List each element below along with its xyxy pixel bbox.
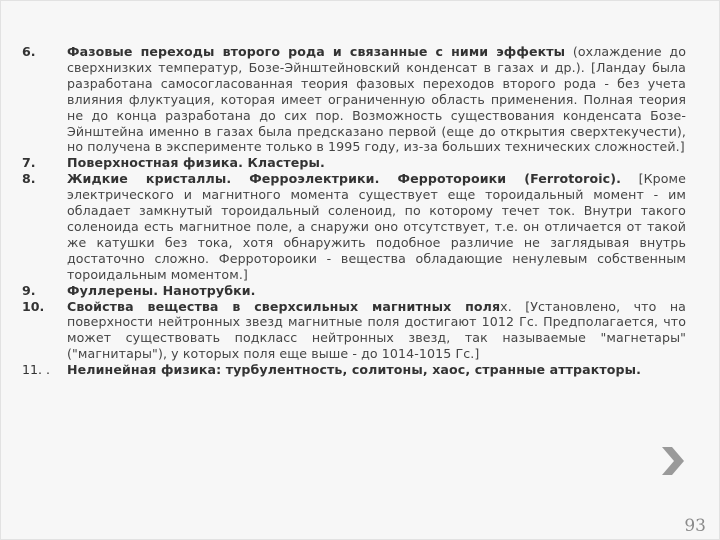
item-number: 11. . — [22, 362, 51, 378]
list-item — [22, 283, 686, 299]
item-text — [67, 283, 686, 299]
item-heading: Фазовые переходы второго рода и связанные с ними эффекты — [67, 44, 566, 59]
item-heading: Поверхностная физика. Кластеры. — [67, 155, 325, 171]
item-heading: Нелинейная физика: турбулентность, солитоны, хаос, странные аттракторы. — [67, 362, 642, 378]
list-item — [22, 44, 686, 155]
page-number: 93 — [684, 516, 706, 536]
item-heading: Свойства вещества в сверхсильных магнитных поля — [67, 298, 501, 314]
item-text — [67, 171, 686, 282]
item-number: 8. — [22, 171, 36, 187]
item-body: [Кроме электрического и магнитного момента существует еще тороидальный момент - им обладает замкнутый тороидальный соленоид, по которому течет ток. Внутри такого соленоида есть магнитное поле, а снаружи оно отсутствует, т.е. он отличается от такой же катушки без тока, хотя обнаружить подобное различие не заглядывая внутрь достаточно сложно. Ферротороики - вещества обладающие ненулевым собственным тороидальным моментом.] — [67, 171, 686, 282]
item-text — [67, 362, 686, 378]
numbered-list — [22, 44, 686, 378]
chevron-right-icon[interactable] — [660, 446, 686, 476]
item-text — [67, 44, 686, 155]
list-item — [22, 299, 686, 363]
list-item — [22, 362, 686, 378]
item-body: (охлаждение до сверхнизких температур, Бозе-Эйнштейновский конденсат в газах и др.). [Ландау была разработана самосогласованная теория фазовых переходов второго рода - без учета влияния флуктуация, которая имеет ограниченную область применения. Полная теория не до конца разработана до сих пор. Возможность существования конденсата Бозе-Эйнштейна именно в газах была предсказано первой (еще до открытия сверхтекучести), но получена в эксперименте только в 1995 году, из-за больших технических сложностей.] — [67, 44, 687, 155]
item-text — [67, 155, 686, 171]
item-number: 6. — [22, 44, 36, 59]
item-number: 9. — [22, 282, 36, 298]
list-item — [22, 155, 686, 171]
item-number: 7. — [22, 155, 36, 171]
item-text — [67, 299, 686, 363]
list-item — [22, 171, 686, 282]
item-number: 10. — [22, 298, 45, 314]
item-body: х. [Установлено, что на поверхности нейтронных звезд магнитные поля достигают 1012 Гс. Предполагается, что может существовать подкласс нейтронных звезд, так называемые "магнетары" ("магнитары"), у которых поля еще выше - до 1014-1015 Гс.] — [67, 298, 686, 362]
item-heading: Жидкие кристаллы. Ферроэлектрики. Ферротороики (Ferrotoroic). — [67, 171, 621, 187]
item-heading: Фуллерены. Нанотрубки. — [67, 282, 256, 298]
